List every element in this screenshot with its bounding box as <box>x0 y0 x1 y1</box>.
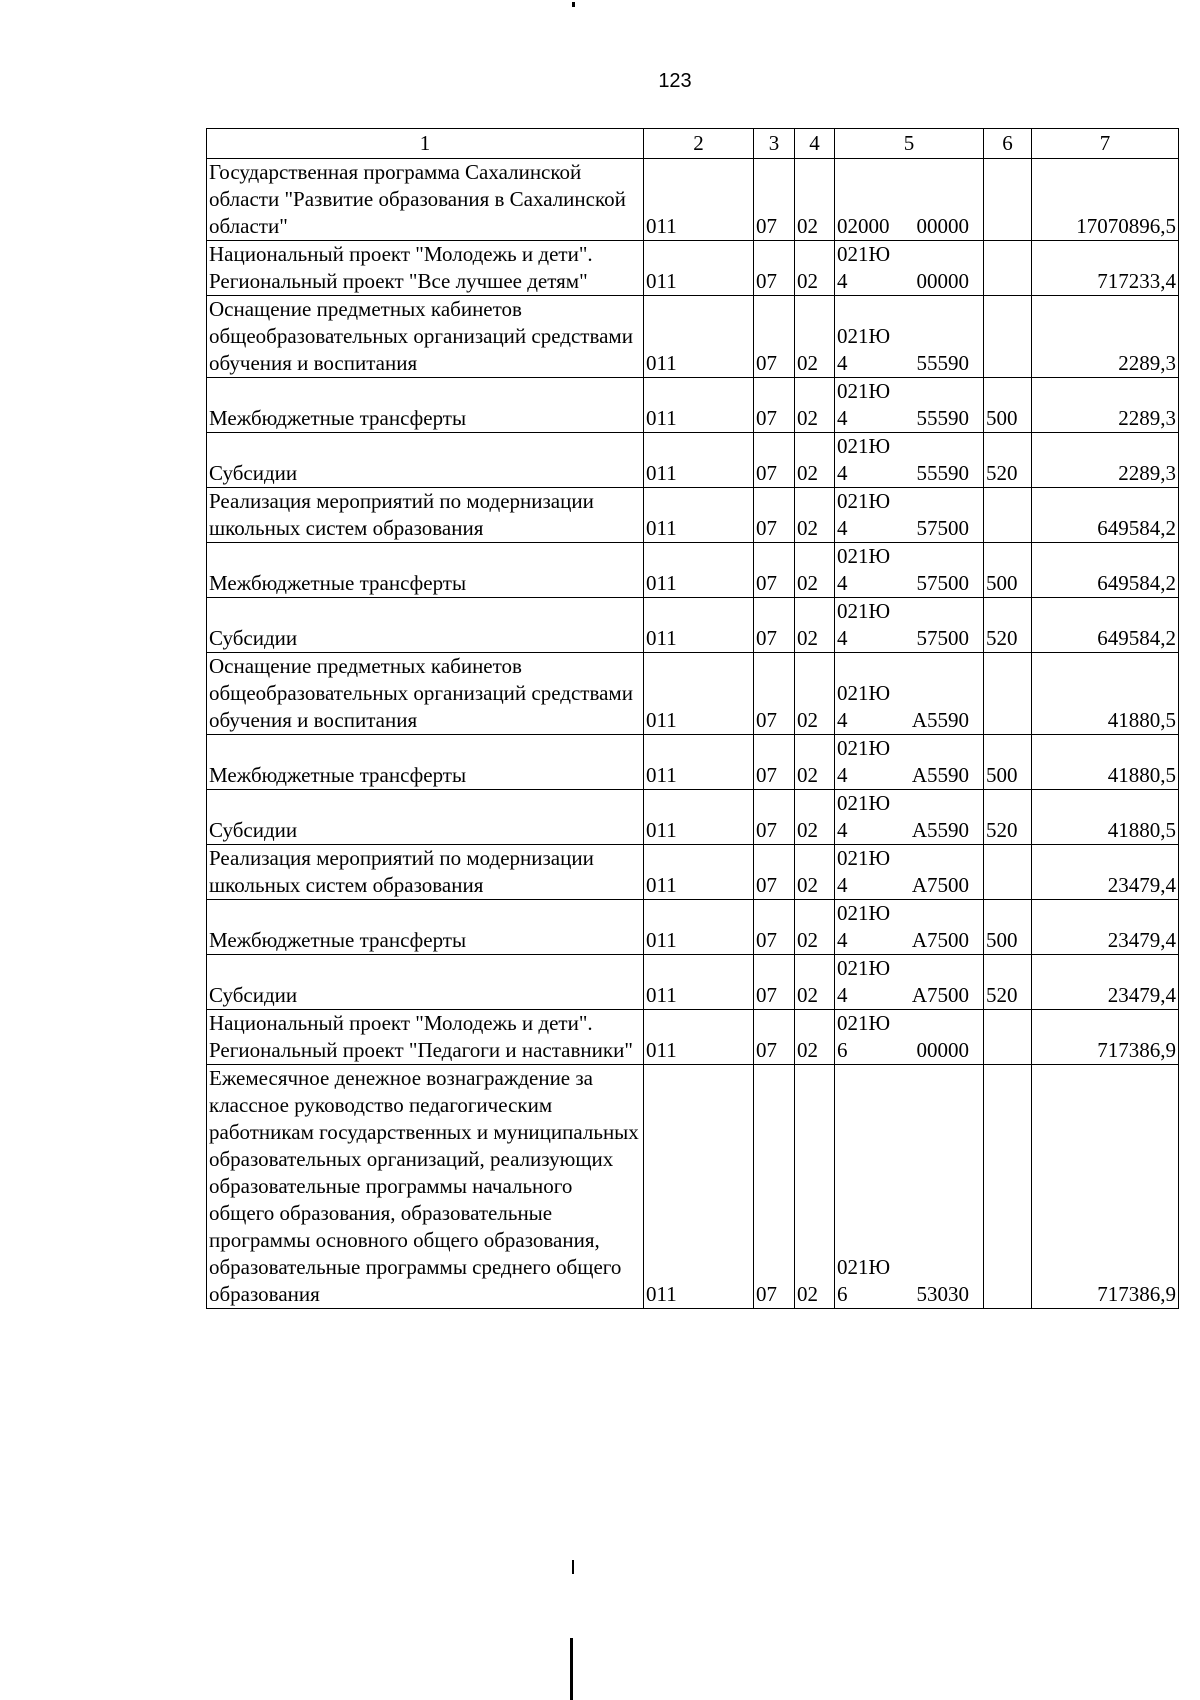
target-article-prefix: 021Ю <box>837 379 891 403</box>
expense-type-code: 520 <box>984 598 1032 653</box>
target-article-part-a: 4 <box>837 461 848 485</box>
target-article-code <box>835 653 984 735</box>
ministry-code: 011 <box>644 653 754 735</box>
target-article-code <box>835 900 984 955</box>
subsection-code: 02 <box>795 900 835 955</box>
target-article-code <box>835 735 984 790</box>
amount: 23479,4 <box>1032 955 1179 1010</box>
target-article-part-a: 4 <box>837 516 848 540</box>
target-article-prefix: 021Ю <box>837 901 891 925</box>
table-row <box>207 955 1179 1010</box>
row-name: Реализация мероприятий по модернизации школьных систем образования <box>207 845 644 900</box>
amount: 717233,4 <box>1032 241 1179 296</box>
target-article-prefix: 021Ю <box>837 434 891 458</box>
target-article-part-b: 57500 <box>916 516 969 540</box>
target-article-part-b: 57500 <box>916 571 969 595</box>
target-article-part-a: 4 <box>837 708 848 732</box>
target-article-part-b: 00000 <box>916 269 969 293</box>
scan-artifact <box>572 2 575 7</box>
section-code: 07 <box>754 241 795 296</box>
subsection-code: 02 <box>795 598 835 653</box>
row-name: Государственная программа Сахалинской области "Развитие образования в Сахалинской области" <box>207 159 644 241</box>
expense-type-code: 520 <box>984 955 1032 1010</box>
subsection-code: 02 <box>795 241 835 296</box>
table-row <box>207 159 1179 241</box>
expense-type-code: 500 <box>984 543 1032 598</box>
section-code: 07 <box>754 378 795 433</box>
row-name: Ежемесячное денежное вознаграждение за классное руководство педагогическим работникам государственных и муниципальных образовательных организаций, реализующих образовательные программы начального общего образования, образовательные программы основного общего образования, образовательные программы среднего общего образования <box>207 1065 644 1309</box>
target-article-part-a: 4 <box>837 818 848 842</box>
target-article-part-b: А7500 <box>911 928 969 952</box>
column-header: 6 <box>984 129 1032 159</box>
column-header: 1 <box>207 129 644 159</box>
table-header-row <box>207 129 1179 159</box>
row-name: Субсидии <box>207 598 644 653</box>
amount: 2289,3 <box>1032 378 1179 433</box>
target-article-part-a: 6 <box>837 1282 848 1306</box>
target-article-part-b: 55590 <box>916 406 969 430</box>
table-row <box>207 1010 1179 1065</box>
section-code: 07 <box>754 296 795 378</box>
target-article-part-a: 02000 <box>837 214 890 238</box>
subsection-code: 02 <box>795 543 835 598</box>
target-article-part-a: 4 <box>837 928 848 952</box>
section-code: 07 <box>754 488 795 543</box>
target-article-part-b: А5590 <box>911 763 969 787</box>
amount: 649584,2 <box>1032 543 1179 598</box>
row-name: Оснащение предметных кабинетов общеобразовательных организаций средствами обучения и воспитания <box>207 296 644 378</box>
target-article-part-b: А5590 <box>911 708 969 732</box>
column-header: 7 <box>1032 129 1179 159</box>
subsection-code: 02 <box>795 1065 835 1309</box>
subsection-code: 02 <box>795 790 835 845</box>
target-article-prefix: 021Ю <box>837 242 891 266</box>
target-article-prefix: 021Ю <box>837 489 891 513</box>
expense-type-code <box>984 1065 1032 1309</box>
target-article-prefix: 021Ю <box>837 956 891 980</box>
page-number: 123 <box>658 70 692 92</box>
ministry-code: 011 <box>644 159 754 241</box>
target-article-code <box>835 433 984 488</box>
ministry-code: 011 <box>644 1065 754 1309</box>
expense-type-code <box>984 1010 1032 1065</box>
target-article-part-b: 55590 <box>916 461 969 485</box>
target-article-part-a: 4 <box>837 571 848 595</box>
target-article-part-a: 4 <box>837 626 848 650</box>
row-name: Национальный проект "Молодежь и дети". Региональный проект "Педагоги и наставники" <box>207 1010 644 1065</box>
table-row <box>207 900 1179 955</box>
table-row <box>207 845 1179 900</box>
section-code: 07 <box>754 845 795 900</box>
subsection-code: 02 <box>795 735 835 790</box>
section-code: 07 <box>754 433 795 488</box>
expense-type-code <box>984 159 1032 241</box>
column-header: 3 <box>754 129 795 159</box>
table-row <box>207 296 1179 378</box>
ministry-code: 011 <box>644 598 754 653</box>
ministry-code: 011 <box>644 955 754 1010</box>
amount: 649584,2 <box>1032 598 1179 653</box>
target-article-prefix: 021Ю <box>837 846 891 870</box>
section-code: 07 <box>754 790 795 845</box>
amount: 41880,5 <box>1032 735 1179 790</box>
ministry-code: 011 <box>644 241 754 296</box>
amount: 17070896,5 <box>1032 159 1179 241</box>
target-article-part-a: 4 <box>837 269 848 293</box>
ministry-code: 011 <box>644 900 754 955</box>
expense-type-code: 520 <box>984 433 1032 488</box>
amount: 717386,9 <box>1032 1010 1179 1065</box>
section-code: 07 <box>754 159 795 241</box>
amount: 41880,5 <box>1032 790 1179 845</box>
ministry-code: 011 <box>644 790 754 845</box>
target-article-part-b: 53030 <box>916 1282 969 1306</box>
section-code: 07 <box>754 1065 795 1309</box>
subsection-code: 02 <box>795 378 835 433</box>
amount: 717386,9 <box>1032 1065 1179 1309</box>
subsection-code: 02 <box>795 159 835 241</box>
target-article-part-a: 4 <box>837 983 848 1007</box>
section-code: 07 <box>754 735 795 790</box>
target-article-prefix: 021Ю <box>837 1011 891 1035</box>
scan-artifact <box>570 1638 573 1700</box>
amount: 649584,2 <box>1032 488 1179 543</box>
expense-type-code: 520 <box>984 790 1032 845</box>
target-article-code <box>835 159 984 241</box>
target-article-part-b: А7500 <box>911 873 969 897</box>
expense-type-code: 500 <box>984 735 1032 790</box>
row-name: Субсидии <box>207 790 644 845</box>
amount: 23479,4 <box>1032 845 1179 900</box>
column-header: 4 <box>795 129 835 159</box>
row-name: Оснащение предметных кабинетов общеобразовательных организаций средствами обучения и воспитания <box>207 653 644 735</box>
expense-type-code <box>984 653 1032 735</box>
target-article-code <box>835 790 984 845</box>
expense-type-code <box>984 845 1032 900</box>
target-article-prefix: 021Ю <box>837 736 891 760</box>
target-article-part-b: А5590 <box>911 818 969 842</box>
subsection-code: 02 <box>795 488 835 543</box>
target-article-code <box>835 543 984 598</box>
target-article-code <box>835 1010 984 1065</box>
scan-artifact <box>572 1560 574 1574</box>
target-article-prefix <box>837 186 981 213</box>
subsection-code: 02 <box>795 653 835 735</box>
target-article-prefix: 021Ю <box>837 791 891 815</box>
target-article-part-b: 00000 <box>916 1038 969 1062</box>
table-row <box>207 1065 1179 1309</box>
target-article-code <box>835 378 984 433</box>
target-article-code <box>835 845 984 900</box>
ministry-code: 011 <box>644 735 754 790</box>
expense-type-code <box>984 488 1032 543</box>
target-article-part-b: 55590 <box>916 351 969 375</box>
column-header: 5 <box>835 129 984 159</box>
target-article-code <box>835 955 984 1010</box>
target-article-part-a: 4 <box>837 351 848 375</box>
amount: 23479,4 <box>1032 900 1179 955</box>
amount: 2289,3 <box>1032 296 1179 378</box>
target-article-code <box>835 488 984 543</box>
table-row <box>207 378 1179 433</box>
subsection-code: 02 <box>795 1010 835 1065</box>
section-code: 07 <box>754 1010 795 1065</box>
target-article-prefix: 021Ю <box>837 544 891 568</box>
subsection-code: 02 <box>795 955 835 1010</box>
target-article-part-a: 4 <box>837 763 848 787</box>
section-code: 07 <box>754 543 795 598</box>
target-article-prefix: 021Ю <box>837 324 891 348</box>
ministry-code: 011 <box>644 1010 754 1065</box>
subsection-code: 02 <box>795 433 835 488</box>
table-row <box>207 598 1179 653</box>
section-code: 07 <box>754 955 795 1010</box>
table-row <box>207 241 1179 296</box>
amount: 41880,5 <box>1032 653 1179 735</box>
target-article-part-a: 4 <box>837 873 848 897</box>
table-row <box>207 488 1179 543</box>
row-name: Межбюджетные трансферты <box>207 900 644 955</box>
target-article-code <box>835 1065 984 1309</box>
subsection-code: 02 <box>795 296 835 378</box>
target-article-code <box>835 598 984 653</box>
table-row <box>207 735 1179 790</box>
row-name: Межбюджетные трансферты <box>207 543 644 598</box>
section-code: 07 <box>754 900 795 955</box>
target-article-prefix: 021Ю <box>837 599 891 623</box>
section-code: 07 <box>754 598 795 653</box>
column-header: 2 <box>644 129 754 159</box>
section-code: 07 <box>754 653 795 735</box>
budget-table <box>206 128 1179 1309</box>
table-row <box>207 653 1179 735</box>
table-row <box>207 790 1179 845</box>
target-article-part-b: А7500 <box>911 983 969 1007</box>
target-article-prefix: 021Ю <box>837 1255 891 1279</box>
target-article-part-a: 4 <box>837 406 848 430</box>
ministry-code: 011 <box>644 433 754 488</box>
ministry-code: 011 <box>644 488 754 543</box>
row-name: Реализация мероприятий по модернизации школьных систем образования <box>207 488 644 543</box>
row-name: Национальный проект "Молодежь и дети". Региональный проект "Все лучшее детям" <box>207 241 644 296</box>
table-row <box>207 543 1179 598</box>
ministry-code: 011 <box>644 296 754 378</box>
row-name: Субсидии <box>207 955 644 1010</box>
ministry-code: 011 <box>644 543 754 598</box>
table-row <box>207 433 1179 488</box>
row-name: Межбюджетные трансферты <box>207 735 644 790</box>
ministry-code: 011 <box>644 378 754 433</box>
ministry-code: 011 <box>644 845 754 900</box>
expense-type-code: 500 <box>984 900 1032 955</box>
target-article-code <box>835 296 984 378</box>
target-article-part-b: 00000 <box>916 214 969 238</box>
row-name: Межбюджетные трансферты <box>207 378 644 433</box>
amount: 2289,3 <box>1032 433 1179 488</box>
expense-type-code <box>984 296 1032 378</box>
target-article-code <box>835 241 984 296</box>
expense-type-code: 500 <box>984 378 1032 433</box>
target-article-part-b: 57500 <box>916 626 969 650</box>
target-article-prefix: 021Ю <box>837 681 891 705</box>
expense-type-code <box>984 241 1032 296</box>
subsection-code: 02 <box>795 845 835 900</box>
row-name: Субсидии <box>207 433 644 488</box>
target-article-part-a: 6 <box>837 1038 848 1062</box>
